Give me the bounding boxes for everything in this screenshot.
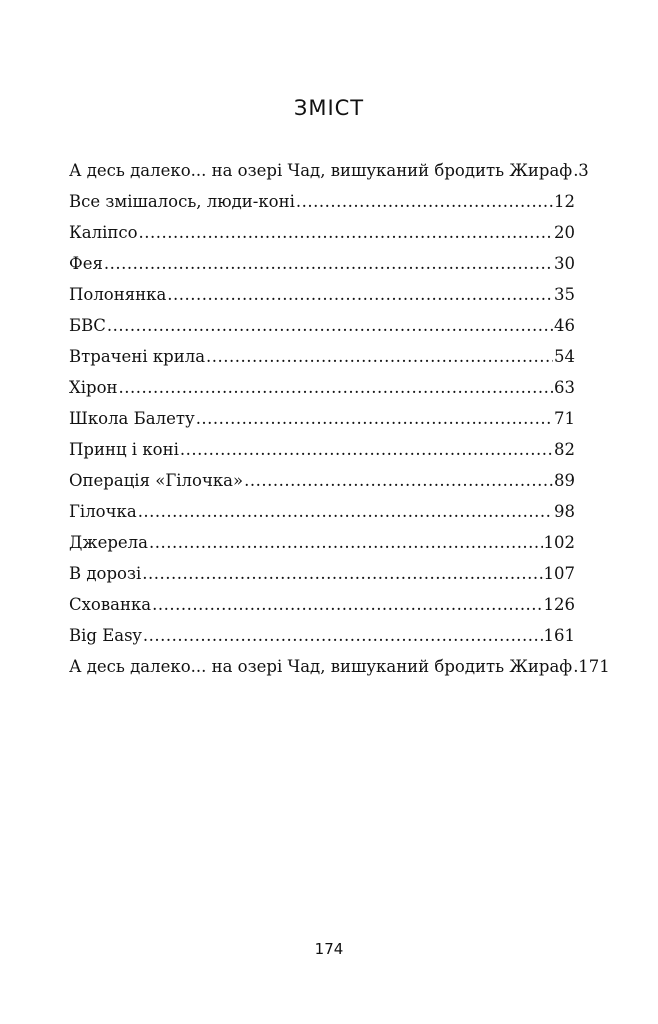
toc-entry-title: В дорозі (69, 564, 142, 583)
dot-leader (573, 651, 577, 682)
toc-entry (69, 496, 575, 527)
toc-entry (69, 465, 575, 496)
toc-entry-page: 35 (554, 285, 575, 304)
toc-entry-title: Big Easy (69, 626, 142, 645)
toc-entry-page: 12 (554, 192, 575, 211)
toc-entry-title: Схованка (69, 595, 152, 614)
dot-leader (167, 279, 553, 310)
dot-leader (104, 248, 553, 279)
toc-entry-page: 161 (543, 626, 575, 645)
toc-entry (69, 403, 575, 434)
toc-entry-title: Фея (69, 254, 103, 273)
toc-entry-page: 63 (554, 378, 575, 397)
toc-entry (69, 372, 575, 403)
dot-leader (296, 186, 553, 217)
toc-entry (69, 651, 610, 682)
dot-leader (143, 620, 543, 651)
toc-entry (69, 620, 575, 651)
toc-entry-title: А десь далеко... на озері Чад, вишуканий бродить Жираф (69, 161, 573, 180)
toc-entry-title: Все змішалось, люди-коні (69, 192, 295, 211)
toc-entry-title: Джерела (69, 533, 149, 552)
toc-entry-page: 82 (554, 440, 575, 459)
toc-entry (69, 558, 575, 589)
toc-entry-page: 107 (543, 564, 575, 583)
dot-leader (138, 496, 553, 527)
toc-entry (69, 155, 589, 186)
toc-entry (69, 434, 575, 465)
toc-entry-title: Школа Балету (69, 409, 195, 428)
toc-entry-page: 171 (578, 657, 610, 676)
dot-leader (244, 465, 553, 496)
dot-leader (142, 558, 542, 589)
toc-entry (69, 279, 575, 310)
toc-entry-title: Каліпсо (69, 223, 138, 242)
toc-entry-page: 20 (554, 223, 575, 242)
dot-leader (152, 589, 542, 620)
toc-entry-title: Операція «Гілочка» (69, 471, 244, 490)
toc-entry-page: 98 (554, 502, 575, 521)
table-of-contents (69, 155, 610, 682)
dot-leader (196, 403, 553, 434)
toc-entry (69, 248, 575, 279)
toc-entry-page: 54 (554, 347, 575, 366)
toc-entry-title: Полонянка (69, 285, 167, 304)
toc-entry-title: Гілочка (69, 502, 137, 521)
toc-entry-page: 102 (543, 533, 575, 552)
toc-entry-title: А десь далеко... на озері Чад, вишуканий бродить Жираф (69, 657, 573, 676)
page-number: 174 (314, 940, 344, 958)
toc-entry (69, 310, 575, 341)
toc-entry-page: 126 (543, 595, 575, 614)
toc-entry (69, 186, 575, 217)
toc-entry (69, 527, 575, 558)
page-title: ЗМІСТ (293, 96, 365, 120)
toc-entry-page: 30 (554, 254, 575, 273)
toc-entry (69, 341, 575, 372)
toc-entry-title: Втрачені крила (69, 347, 206, 366)
toc-entry-title: БВС (69, 316, 106, 335)
dot-leader (107, 310, 553, 341)
dot-leader (139, 217, 553, 248)
toc-entry-page: 46 (554, 316, 575, 335)
toc-entry (69, 217, 575, 248)
dot-leader (206, 341, 553, 372)
toc-entry-page: 71 (554, 409, 575, 428)
toc-entry-title: Принц і коні (69, 440, 179, 459)
toc-entry (69, 589, 575, 620)
toc-entry-page: 89 (554, 471, 575, 490)
dot-leader (119, 372, 553, 403)
dot-leader (149, 527, 542, 558)
dot-leader (180, 434, 553, 465)
toc-entry-page: 3 (578, 161, 589, 180)
dot-leader (573, 155, 577, 186)
toc-entry-title: Хірон (69, 378, 118, 397)
